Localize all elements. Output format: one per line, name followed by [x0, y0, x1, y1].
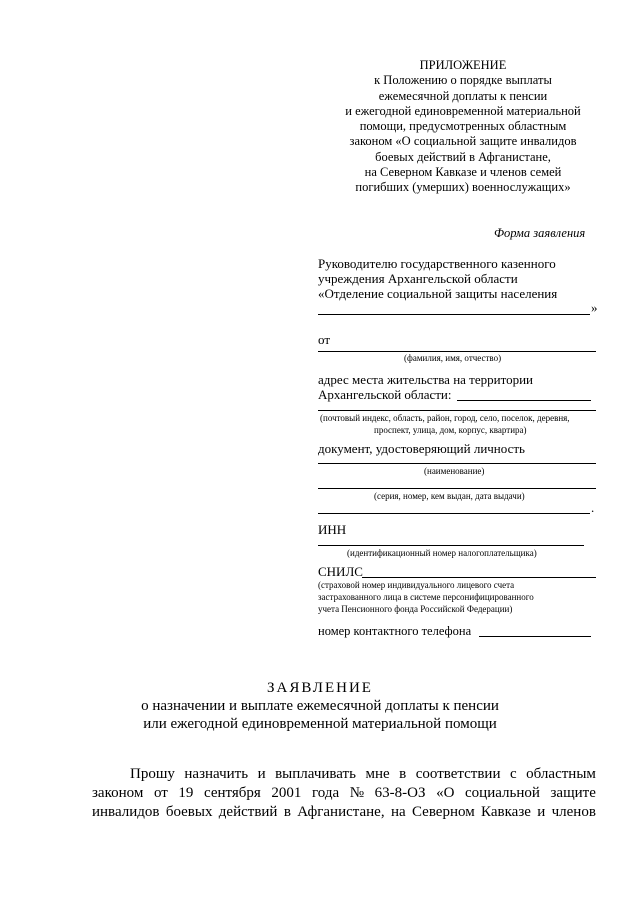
appendix-line: на Северном Кавказе и членов семей — [364, 165, 562, 180]
body-word: 2001 — [271, 785, 302, 801]
snils-hint-2: застрахованного лица в системе персонифицированного — [318, 592, 534, 602]
body-word: законом — [92, 785, 144, 801]
identity-document-name-field[interactable] — [318, 463, 596, 464]
body-word: года — [312, 785, 340, 801]
addressee-line-1: Руководителю государственного казенного — [318, 256, 556, 271]
address-field[interactable] — [318, 410, 596, 411]
body-word: № — [349, 785, 365, 801]
body-word: «О — [436, 785, 455, 801]
identity-document-details-hint: (серия, номер, кем выдан, дата выдачи) — [374, 491, 525, 501]
phone-field[interactable] — [479, 636, 591, 637]
body-word: соответствии — [415, 766, 501, 782]
identity-label: документ, удостоверяющий личность — [318, 441, 525, 456]
body-word: действий — [218, 804, 278, 820]
body-line-2 — [92, 784, 596, 803]
appendix-line: законом «О социальной защите инвалидов — [349, 134, 577, 149]
body-word: в — [399, 766, 407, 782]
body-word: с — [510, 766, 517, 782]
body-word: сентября — [203, 785, 261, 801]
body-word: Северном — [411, 804, 475, 820]
body-word: и — [537, 804, 546, 820]
snils-field[interactable] — [362, 577, 596, 578]
body-word: от — [153, 785, 168, 801]
phone-label: номер контактного телефона — [318, 624, 472, 638]
appendix-line: боевых действий в Афганистане, — [375, 149, 551, 164]
body-word: Афганистане, — [297, 804, 385, 820]
snils-hint-3: учета Пенсионного фонда Российской Федерации) — [318, 604, 513, 614]
from-label: от — [318, 332, 331, 347]
address-field-inline[interactable] — [457, 400, 591, 401]
body-word: и — [257, 766, 266, 782]
address-hint-2: проспект, улица, дом, корпус, квартира) — [374, 425, 527, 435]
identity-document-name-hint: (наименование) — [424, 466, 485, 476]
statement-body — [92, 765, 596, 822]
statement-subtitle-line-2: или ежегодной единовременной материальной помощи — [143, 716, 497, 732]
body-word: 63-8-ОЗ — [374, 785, 426, 801]
inn-label: ИНН — [318, 522, 347, 537]
statement-subtitle-line-1: о назначении и выплате ежемесячной доплаты к пенсии — [141, 698, 499, 714]
identity-document-details-field[interactable] — [318, 488, 596, 489]
addressee-line-2: учреждения Архангельской области — [318, 271, 518, 286]
inn-hint: (идентификационный номер налогоплательщика) — [347, 548, 537, 558]
addressee-department-field[interactable] — [318, 314, 590, 315]
statement-subtitle — [0, 697, 640, 733]
addressee-closing-quote: » — [591, 300, 598, 315]
body-word: 19 — [178, 785, 194, 801]
appendix-title: ПРИЛОЖЕНИЕ — [419, 58, 507, 72]
appendix-line: к Положению о порядке выплаты — [374, 73, 552, 88]
body-word: выплачивать — [275, 766, 356, 782]
inn-field[interactable] — [318, 545, 584, 546]
statement-title: ЗАЯВЛЕНИЕ — [267, 680, 373, 696]
body-word: инвалидов — [92, 804, 160, 820]
address-hint-1: (почтовый индекс, область, район, город, село, поселок, деревня, — [320, 413, 570, 423]
body-word: защите — [550, 785, 596, 801]
snils-label: СНИЛС — [318, 564, 363, 579]
identity-end-dot: . — [591, 500, 595, 515]
body-word: Прошу — [130, 766, 175, 782]
appendix-line: и ежегодной единовременной материальной — [345, 103, 581, 118]
full-name-field[interactable] — [318, 351, 596, 352]
body-word: на — [390, 804, 406, 820]
appendix-line: погибших (умерших) военнослужащих» — [355, 180, 571, 195]
address-label-line-1: адрес места жительства на территории — [318, 372, 534, 387]
body-word: в — [283, 804, 291, 820]
appendix-line: помощи, предусмотренных областным — [359, 119, 567, 134]
body-word: членов — [551, 804, 596, 820]
identity-document-details-field-2[interactable] — [318, 513, 590, 514]
body-word: боевых — [165, 804, 213, 820]
appendix-header — [318, 58, 608, 196]
address-label-line-2: Архангельской области: — [318, 387, 452, 402]
appendix-line: ежемесячной доплаты к пенсии — [378, 88, 548, 103]
full-name-hint: (фамилия, имя, отчество) — [404, 353, 502, 363]
body-word: Кавказе — [481, 804, 531, 820]
form-label: Форма заявления — [494, 226, 586, 240]
snils-hint-1: (страховой номер индивидуального лицевого счета — [318, 580, 515, 590]
body-line-3 — [92, 803, 596, 822]
body-word: социальной — [465, 785, 540, 801]
addressee-line-3: «Отделение социальной защиты населения — [318, 286, 558, 301]
body-line-1 — [92, 765, 596, 784]
body-word: областным — [526, 766, 596, 782]
body-word: назначить — [184, 766, 249, 782]
body-word: мне — [365, 766, 390, 782]
